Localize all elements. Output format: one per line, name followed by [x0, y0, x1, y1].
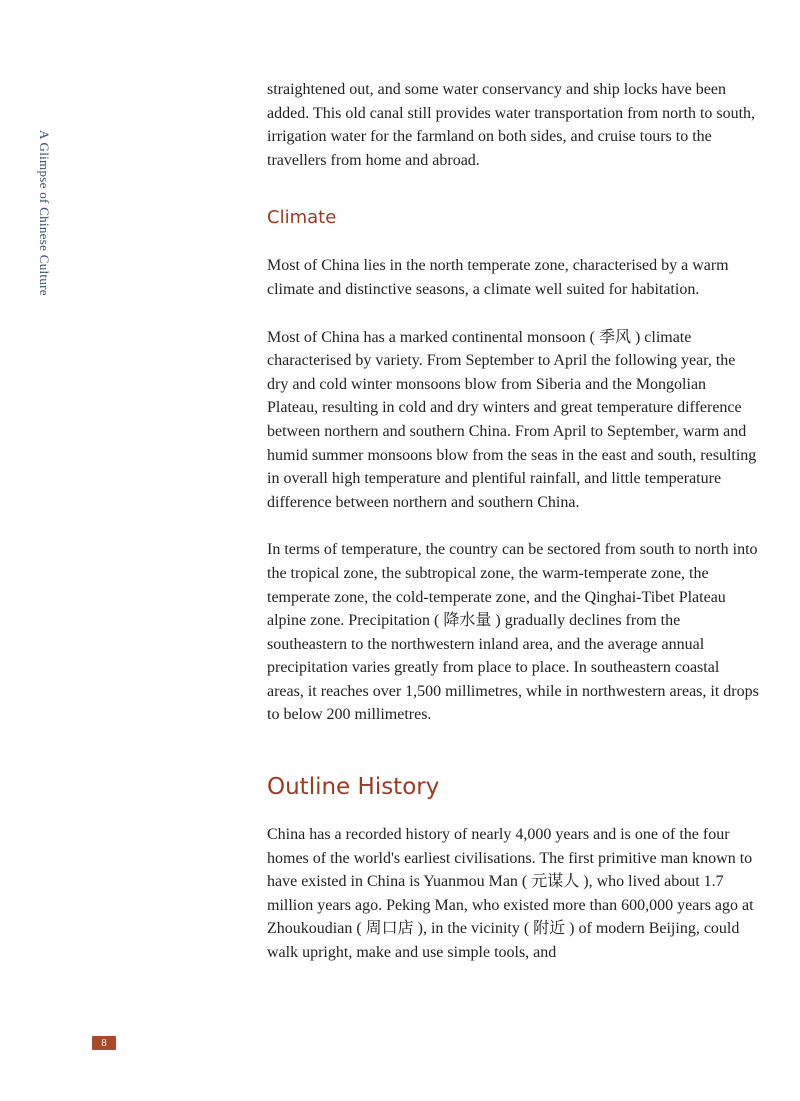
paragraph-canal-continuation: straightened out, and some water conservancy and ship locks have been added. This old canal still provides water transportation from north to south, irrigation water for the farmland on both sides, and cruise tours to the travellers from home and abroad. — [267, 81, 756, 169]
page-number-badge: 8 — [92, 1036, 116, 1050]
page-content — [267, 78, 759, 965]
paragraph-climate-zones: In terms of temperature, the country can be sectored from south to north into the tropical zone, the subtropical zone, the warm-temperate zone, the temperate zone, the cold-temperate zone, and the Qinghai-Tibet Plateau alpine zone. Precipitation ( 降水量 ) gradually declines from the southeastern to the northwestern inland area, and the average annual precipitation varies greatly from place to place. In southeastern coastal areas, it reaches over 1,500 millimetres, while in northwestern areas, it drops to below 200 millimetres. — [267, 541, 759, 724]
paragraph-climate-temperate: Most of China lies in the north temperate zone, characterised by a warm climate and distinctive seasons, a climate well suited for habitation. — [267, 257, 729, 298]
section-heading-outline-history: Outline History — [267, 774, 440, 801]
paragraph-climate-monsoon: Most of China has a marked continental monsoon ( 季风 ) climate characterised by variety. From September to April the following year, the dry and cold winter monsoons blow from Siberia and the Mongolian Plateau, resulting in cold and dry winters and great temperature difference between northern and southern China. From April to September, warm and humid summer monsoons blow from the seas in the east and south, resulting in overall high temperature and plentiful rainfall, and little temperature difference between northern and southern China. — [267, 328, 757, 511]
section-heading-climate: Climate — [267, 207, 337, 229]
paragraph-history-intro: China has a recorded history of nearly 4,000 years and is one of the four homes of the world's earliest civilisations. The first primitive man known to have existed in China is Yuanmou Man ( 元谋人 ), who lived about 1.7 million years ago. Peking Man, who existed more than 600,000 years ago at Zhoukoudian ( 周口店 ), in the vicinity ( 附近 ) of modern Beijing, could walk upright, make and use simple tools, and — [267, 826, 754, 962]
running-header-book-title: A Glimpse of Chinese Culture — [37, 130, 52, 296]
